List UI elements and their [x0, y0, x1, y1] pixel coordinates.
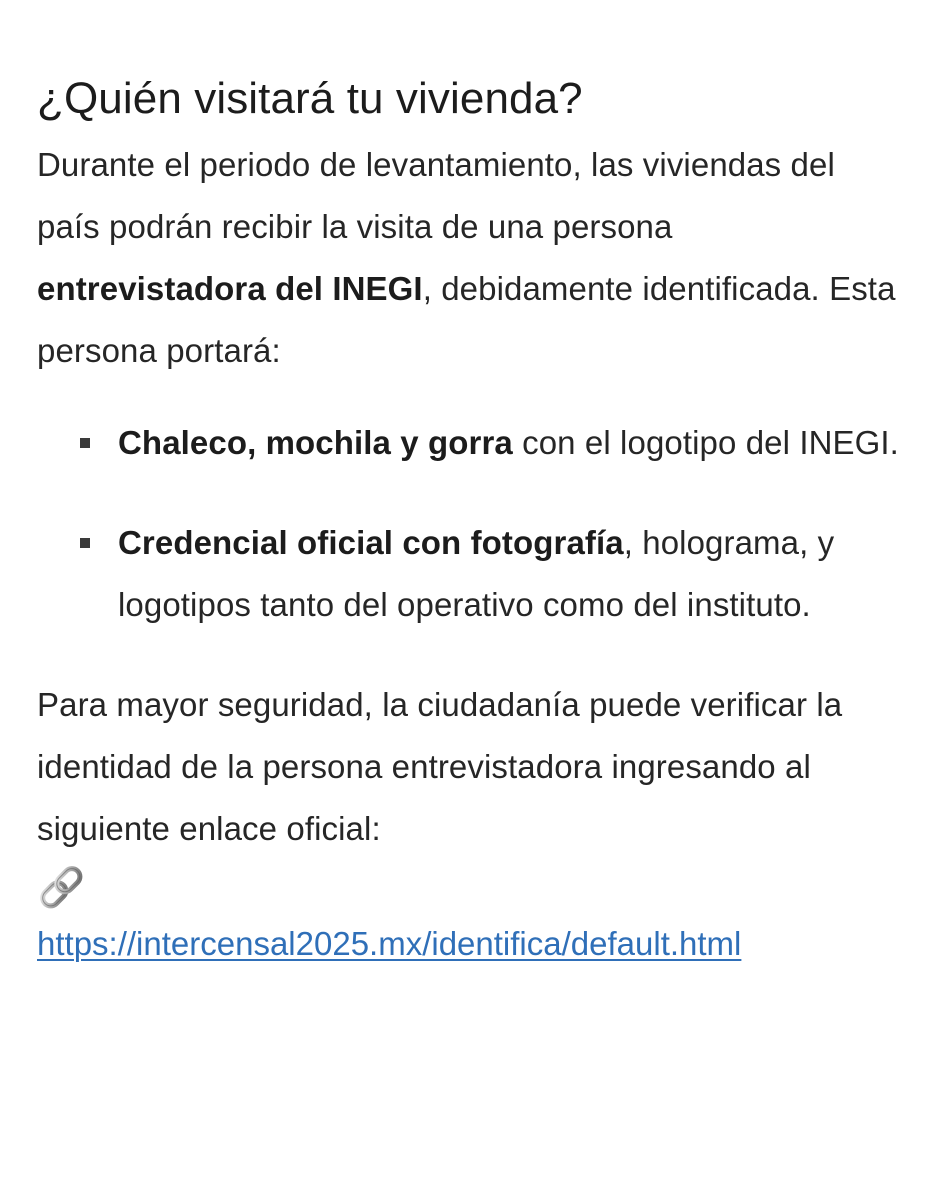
official-link[interactable]: https://intercensal2025.mx/identifica/default.html [37, 925, 742, 962]
outro-paragraph: Para mayor seguridad, la ciudadanía puede verificar la identidad de la persona entrevistadora ingresando al siguiente enlace oficial: [37, 686, 843, 847]
intro-bold-text: entrevistadora del INEGI [37, 270, 423, 307]
link-icon [37, 862, 87, 914]
list-item-bold: Credencial oficial con fotografía [118, 524, 624, 561]
requirements-list [37, 412, 903, 636]
intro-text-2: , debidamente identificada. Esta persona portará: [37, 270, 896, 369]
list-item-text: con el logotipo del INEGI. [512, 424, 899, 461]
list-item-text: , holograma, y logotipos tanto del operativo como del instituto. [118, 524, 835, 623]
intro-paragraph [37, 134, 903, 382]
square-bullet-icon [80, 538, 90, 548]
square-bullet-icon [80, 438, 90, 448]
page-title: ¿Quién visitará tu vivienda? [37, 74, 583, 123]
list-item [118, 512, 908, 636]
intro-text-1: Durante el periodo de levantamiento, las viviendas del país podrán recibir la visita de una persona [37, 146, 835, 245]
list-item-bold: Chaleco, mochila y gorra [118, 424, 513, 461]
list-item [118, 412, 908, 474]
